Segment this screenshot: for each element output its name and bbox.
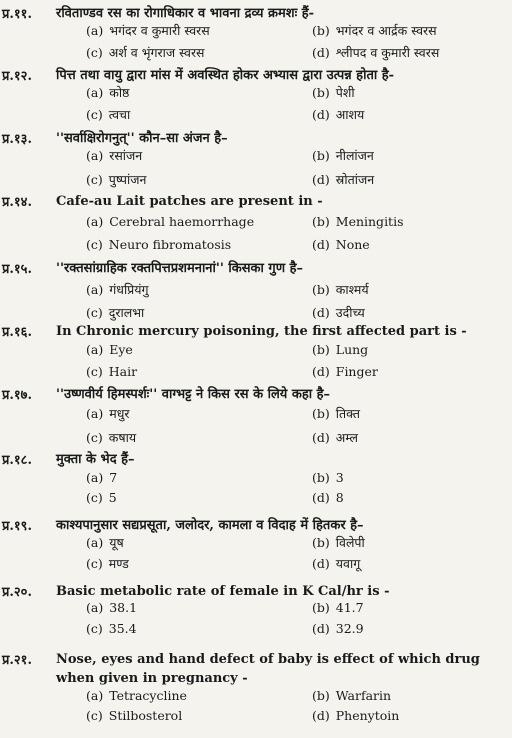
option-text: 32.9 bbox=[335, 621, 364, 636]
option-text: 3 bbox=[335, 470, 344, 485]
option-text: यूष bbox=[109, 535, 124, 550]
option-text: श्लीपद व कुमारी स्वरस bbox=[335, 45, 440, 60]
answer-option bbox=[312, 106, 364, 123]
option-label: (a) bbox=[86, 148, 104, 163]
answer-option bbox=[86, 708, 182, 723]
option-label: (d) bbox=[312, 107, 330, 122]
option-text: Eye bbox=[109, 342, 133, 357]
option-label: (a) bbox=[86, 600, 104, 615]
question-number: प्र.१८. bbox=[2, 453, 32, 468]
option-label: (b) bbox=[312, 688, 330, 703]
answer-option bbox=[312, 470, 344, 485]
option-label: (d) bbox=[312, 237, 330, 252]
answer-option bbox=[312, 84, 355, 101]
option-label: (a) bbox=[86, 688, 104, 703]
option-text: 41.7 bbox=[335, 600, 364, 615]
question-text: काश्यपानुसार सद्यप्रसूता, जलोदर, कामला व विदाह में हितकर है– bbox=[56, 518, 364, 533]
answer-option bbox=[86, 534, 124, 551]
question-text: रविताण्डव रस का रोगाधिकार व भावना द्रव्य क्रमशः हैं- bbox=[56, 6, 315, 21]
answer-option bbox=[86, 281, 149, 298]
answer-option bbox=[86, 600, 137, 615]
option-label: (b) bbox=[312, 470, 330, 485]
answer-option bbox=[312, 342, 368, 357]
option-label: (b) bbox=[312, 282, 330, 297]
question-text: ''उष्णवीर्य हिमस्पर्शः'' वाग्भट्ट ने किस रस के लिये कहा है– bbox=[56, 387, 331, 402]
answer-option bbox=[312, 281, 369, 298]
option-label: (b) bbox=[312, 406, 330, 421]
answer-option bbox=[86, 106, 130, 123]
option-text: गंधप्रियंगु bbox=[109, 282, 149, 297]
option-text: तिक्त bbox=[335, 406, 360, 421]
answer-option bbox=[312, 364, 378, 379]
option-label: (a) bbox=[86, 342, 104, 357]
answer-option bbox=[312, 429, 358, 446]
option-text: काश्मर्य bbox=[335, 282, 369, 297]
option-text: पुष्पांजन bbox=[108, 172, 147, 187]
option-label: (c) bbox=[86, 305, 103, 320]
option-label: (d) bbox=[312, 556, 330, 571]
question-text: Nose, eyes and hand defect of baby is effect of which drug when given in pregnancy - bbox=[56, 652, 480, 686]
answer-option bbox=[312, 147, 374, 164]
question-number: प्र.१५. bbox=[2, 262, 32, 277]
option-text: Phenytoin bbox=[335, 708, 400, 723]
option-text: 35.4 bbox=[108, 621, 137, 636]
question-text: Cafe-au Lait patches are present in - bbox=[56, 194, 323, 209]
answer-option bbox=[312, 237, 370, 252]
answer-option bbox=[86, 688, 187, 703]
answer-option bbox=[86, 22, 210, 39]
option-label: (d) bbox=[312, 172, 330, 187]
answer-option bbox=[86, 171, 146, 188]
option-text: Hair bbox=[108, 364, 138, 379]
option-text: त्वचा bbox=[108, 107, 131, 122]
answer-option bbox=[312, 304, 365, 321]
answer-option bbox=[312, 22, 437, 39]
answer-option bbox=[86, 364, 137, 379]
question-number: प्र.१४. bbox=[2, 195, 32, 210]
option-label: (c) bbox=[86, 107, 103, 122]
option-text: Stilbosterol bbox=[108, 708, 183, 723]
answer-option bbox=[86, 342, 133, 357]
option-label: (a) bbox=[86, 406, 104, 421]
option-text: आशय bbox=[335, 107, 365, 122]
option-label: (a) bbox=[86, 23, 104, 38]
option-label: (c) bbox=[86, 364, 103, 379]
option-text: स्रोतांजन bbox=[335, 172, 375, 187]
question-text: ''रक्तसांग्राहिक रक्तपित्तप्रशमनानां'' किसका गुण है– bbox=[56, 261, 304, 276]
answer-option bbox=[312, 214, 404, 229]
option-text: 8 bbox=[335, 490, 344, 505]
answer-option bbox=[86, 214, 254, 229]
option-label: (b) bbox=[312, 23, 330, 38]
option-text: विलेपी bbox=[335, 535, 365, 550]
option-label: (c) bbox=[86, 621, 103, 636]
option-text: Meningitis bbox=[335, 214, 404, 229]
option-label: (d) bbox=[312, 364, 330, 379]
option-text: 5 bbox=[108, 490, 117, 505]
option-text: भगंदर व आर्द्रक स्वरस bbox=[335, 23, 437, 38]
option-label: (a) bbox=[86, 214, 104, 229]
option-text: पेशी bbox=[335, 85, 355, 100]
question-text: मुक्ता के भेद हैं– bbox=[56, 452, 135, 467]
answer-option bbox=[86, 470, 117, 485]
answer-option bbox=[86, 237, 231, 252]
option-text: अर्श व भृंगराज स्वरस bbox=[108, 45, 205, 60]
option-label: (b) bbox=[312, 342, 330, 357]
option-text: 7 bbox=[109, 470, 118, 485]
answer-option bbox=[86, 555, 129, 572]
option-label: (c) bbox=[86, 430, 103, 445]
option-label: (d) bbox=[312, 430, 330, 445]
question-number: प्र.२०. bbox=[2, 585, 32, 600]
question-text: In Chronic mercury poisoning, the first affected part is - bbox=[56, 324, 467, 339]
option-label: (c) bbox=[86, 172, 103, 187]
option-label: (c) bbox=[86, 45, 103, 60]
option-text: Tetracycline bbox=[109, 688, 187, 703]
option-text: अम्ल bbox=[335, 430, 358, 445]
answer-option bbox=[312, 555, 360, 572]
option-text: रसांजन bbox=[109, 148, 143, 163]
option-label: (b) bbox=[312, 85, 330, 100]
option-text: Warfarin bbox=[335, 688, 392, 703]
option-text: Lung bbox=[335, 342, 369, 357]
option-text: यवागू bbox=[335, 556, 361, 571]
option-text: 38.1 bbox=[109, 600, 138, 615]
option-text: Neuro fibromatosis bbox=[108, 237, 232, 252]
option-label: (d) bbox=[312, 490, 330, 505]
option-label: (c) bbox=[86, 708, 103, 723]
answer-option bbox=[86, 429, 136, 446]
answer-option bbox=[312, 534, 365, 551]
option-label: (d) bbox=[312, 708, 330, 723]
answer-option bbox=[86, 147, 142, 164]
option-label: (d) bbox=[312, 45, 330, 60]
option-text: None bbox=[335, 237, 370, 252]
answer-option bbox=[312, 600, 364, 615]
option-label: (c) bbox=[86, 490, 103, 505]
answer-option bbox=[86, 304, 144, 321]
answer-option bbox=[312, 44, 439, 61]
answer-option bbox=[312, 490, 344, 505]
option-text: Finger bbox=[335, 364, 378, 379]
question-text: ''सर्वाक्षिरोगनुत्'' कौन–सा अंजन है– bbox=[56, 131, 228, 146]
answer-option bbox=[312, 708, 399, 723]
answer-option bbox=[86, 405, 130, 422]
option-label: (b) bbox=[312, 535, 330, 550]
option-label: (a) bbox=[86, 470, 104, 485]
option-label: (d) bbox=[312, 621, 330, 636]
question-number: प्र.१३. bbox=[2, 132, 32, 147]
option-text: कषाय bbox=[108, 430, 137, 445]
option-text: भगंदर व कुमारी स्वरस bbox=[109, 23, 210, 38]
question-number: प्र.१९. bbox=[2, 519, 32, 534]
question-number: प्र.२१. bbox=[2, 653, 32, 668]
option-label: (c) bbox=[86, 237, 103, 252]
answer-option bbox=[312, 688, 391, 703]
answer-option bbox=[86, 84, 129, 101]
option-label: (b) bbox=[312, 600, 330, 615]
answer-option bbox=[86, 44, 205, 61]
option-label: (a) bbox=[86, 282, 104, 297]
option-label: (d) bbox=[312, 305, 330, 320]
option-text: नीलांजन bbox=[335, 148, 374, 163]
answer-option bbox=[86, 490, 117, 505]
question-text: पित्त तथा वायु द्वारा मांस में अवस्थित होकर अभ्यास द्वारा उत्पन्न होता है- bbox=[56, 68, 395, 83]
option-text: दुरालभा bbox=[108, 305, 145, 320]
question-text: Basic metabolic rate of female in K Cal/hr is - bbox=[56, 584, 390, 599]
option-label: (b) bbox=[312, 148, 330, 163]
option-text: मण्ड bbox=[108, 556, 129, 571]
answer-option bbox=[86, 621, 137, 636]
answer-option bbox=[312, 405, 360, 422]
answer-option bbox=[312, 621, 364, 636]
option-label: (c) bbox=[86, 556, 103, 571]
question-number: प्र.११. bbox=[2, 7, 32, 22]
option-label: (a) bbox=[86, 535, 104, 550]
answer-option bbox=[312, 171, 374, 188]
question-number: प्र.१७. bbox=[2, 388, 32, 403]
option-text: मधुर bbox=[109, 406, 130, 421]
option-label: (b) bbox=[312, 214, 330, 229]
option-label: (a) bbox=[86, 85, 104, 100]
question-number: प्र.१६. bbox=[2, 325, 32, 340]
question-number: प्र.१२. bbox=[2, 69, 32, 84]
option-text: कोष्ठ bbox=[109, 85, 130, 100]
option-text: Cerebral haemorrhage bbox=[109, 214, 255, 229]
option-text: उदीच्य bbox=[335, 305, 365, 320]
